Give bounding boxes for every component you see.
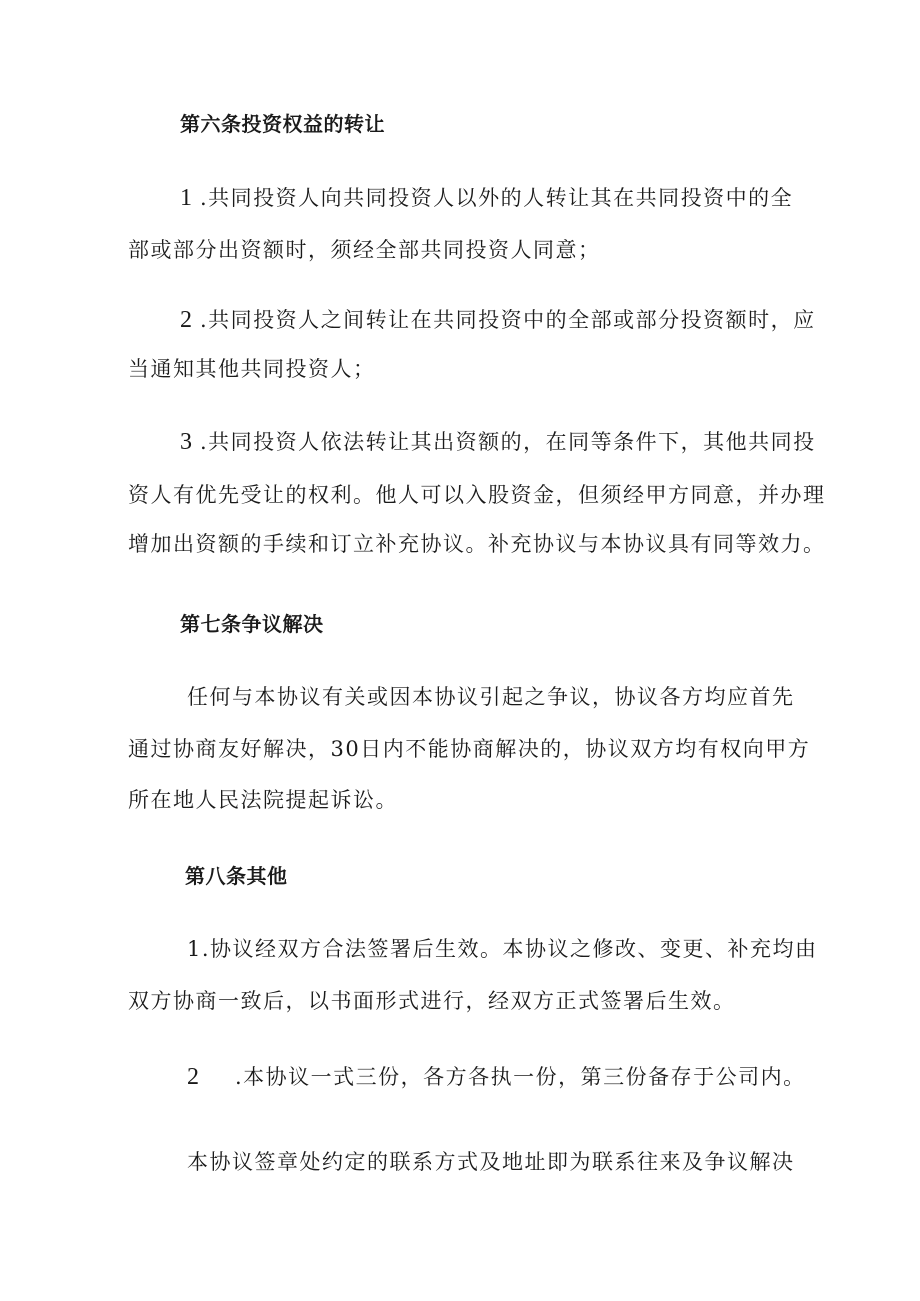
article6-item1-line2: 部或部分出资额时，须经全部共同投资人同意； [128, 238, 601, 262]
article6-item2-text: .共同投资人之间转让在共同投资中的全部或部分投资额时，应 [200, 308, 816, 332]
article8-item2-line1 [187, 1063, 806, 1091]
article8-item2-number: 2 [187, 1064, 199, 1090]
article8-item1-line1: 1.协议经双方合法签署后生效。本协议之修改、变更、补充均由 [187, 937, 818, 961]
article6-item3-line1 [180, 428, 816, 456]
article6-item3-line2: 资人有优先受让的权利。他人可以入股资金，但须经甲方同意，并办理 [128, 483, 826, 507]
article7-line3: 所在地人民法院提起诉讼。 [128, 788, 398, 812]
article6-item1-line1 [180, 184, 793, 212]
article8-item2-text: .本协议一式三份，各方各执一份，第三份备存于公司内。 [235, 1065, 806, 1089]
article6-item2-line1 [180, 306, 816, 334]
article6-heading: 第六条投资权益的转让 [180, 112, 385, 136]
article8-heading: 第八条其他 [185, 864, 288, 888]
article6-item1-number: 1 [180, 185, 192, 211]
article6-item2-line2: 当通知其他共同投资人； [128, 357, 376, 381]
article8-final-line: 本协议签章处约定的联系方式及地址即为联系往来及争议解决 [187, 1150, 795, 1174]
article6-item3-number: 3 [180, 429, 192, 455]
article7-heading: 第七条争议解决 [180, 612, 324, 636]
article6-item3-text: .共同投资人依法转让其出资额的，在同等条件下，其他共同投 [200, 430, 816, 454]
article7-line1: 任何与本协议有关或因本协议引起之争议，协议各方均应首先 [187, 685, 795, 709]
article7-line2: 通过协商友好解决，30日内不能协商解决的，协议双方均有权向甲方 [128, 737, 811, 761]
article6-item1-text: .共同投资人向共同投资人以外的人转让其在共同投资中的全 [200, 186, 794, 210]
article8-item1-line2: 双方协商一致后，以书面形式进行，经双方正式签署后生效。 [128, 989, 736, 1013]
article6-item3-line3: 增加出资额的手续和订立补充协议。补充协议与本协议具有同等效力。 [128, 532, 826, 556]
article6-item2-number: 2 [180, 307, 192, 333]
